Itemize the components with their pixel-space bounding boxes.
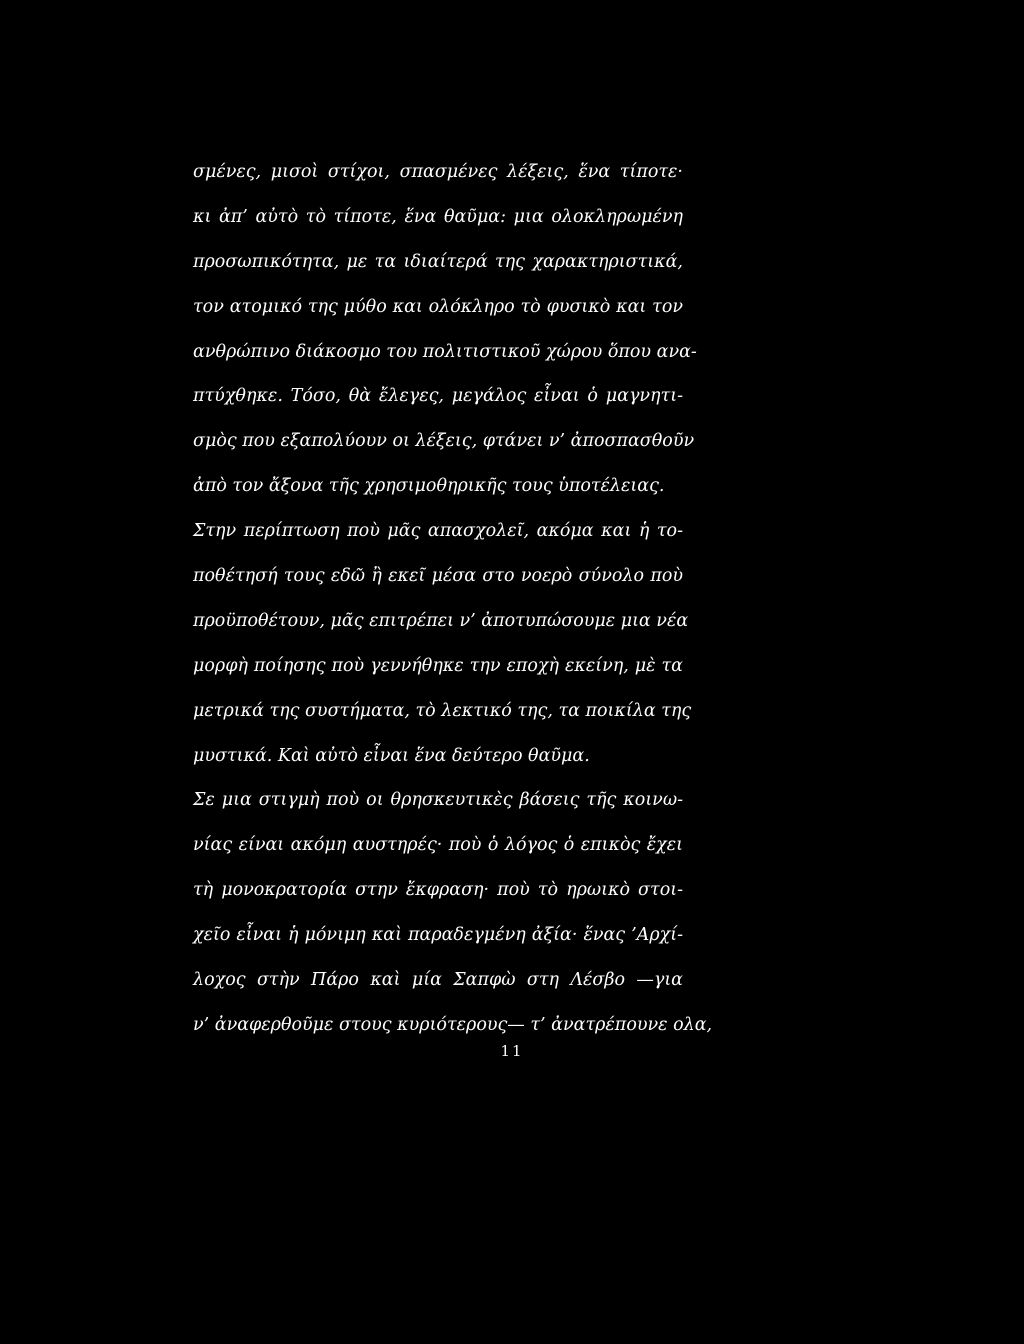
text-line: προϋποθέτουν, μᾶς επιτρέπει ν’ ἀποτυπώσουμε μια νέα xyxy=(193,610,689,631)
text-line: τὴ μονοκρατορία στην ἔκφραση· ποὺ τὸ ηρωικὸ στοι- xyxy=(193,880,683,901)
page-number: 11 xyxy=(500,1042,524,1060)
text-line: Στην περίπτωση ποὺ μᾶς απασχολεῖ, ακόμα και ἡ το- xyxy=(193,521,683,542)
text-line: ν’ ἀναφερθοῦμε στους κυριότερους— τ’ ἀνατρέπουνε ολα, xyxy=(193,1014,713,1035)
text-line: μετρικά της συστήματα, τὸ λεκτικό της, τα ποικίλα της xyxy=(193,700,692,721)
text-line: σμένες, μισοὶ στίχοι, σπασμένες λέξεις, ἕνα τίποτε· xyxy=(193,162,683,182)
text-line: σμὸς που εξαπολύουν οι λέξεις, φτάνει ν’ ἀποσπασθοῦν xyxy=(193,431,695,452)
text-line: πτύχθηκε. Τόσο, θὰ ἔλεγες, μεγάλος εἶναι ὁ μαγνητι- xyxy=(193,386,683,407)
text-line: κι ἀπ’ αὐτὸ τὸ τίποτε, ἕνα θαῦμα: μια ολοκληρωμένη xyxy=(193,206,683,227)
text-line: ἀπὸ τον ἄξονα τῆς χρησιμοθηρικῆς τους ὑποτέλειας. xyxy=(193,476,665,497)
text-line: μυστικά. Καὶ αὐτὸ εἶναι ἕνα δεύτερο θαῦμα. xyxy=(193,745,590,766)
text-line: νίας είναι ακόμη αυστηρές· ποὺ ὁ λόγος ὁ επικὸς ἔχει xyxy=(193,835,683,856)
text-line: ανθρώπινο διάκοσμο του πολιτιστικοῦ χώρου ὅπου ανα- xyxy=(193,341,697,362)
text-line: προσωπικότητα, με τα ιδιαίτερά της χαρακτηριστικά, xyxy=(193,251,683,272)
text-line: τον ατομικό της μύθο και ολόκληρο τὸ φυσικὸ και τον xyxy=(193,296,683,317)
text-line: μορφὴ ποίησης ποὺ γεννήθηκε την εποχὴ εκείνη, μὲ τα xyxy=(193,655,683,676)
text-line: Σε μια στιγμὴ ποὺ οι θρησκευτικὲς βάσεις τῆς κοινω- xyxy=(193,790,683,811)
text-line: λοχος στὴν Πάρο καὶ μία Σαπφὼ στη Λέσβο —για xyxy=(193,970,683,991)
text-line: ποθέτησή τους εδῶ ἢ εκεῖ μέσα στο νοερὸ σύνολο ποὺ xyxy=(193,566,683,587)
text-line: χεῖο εἶναι ἡ μόνιμη καὶ παραδεγμένη ἀξία· ἕνας ’Αρχί- xyxy=(193,925,683,946)
body-text xyxy=(193,150,713,1048)
